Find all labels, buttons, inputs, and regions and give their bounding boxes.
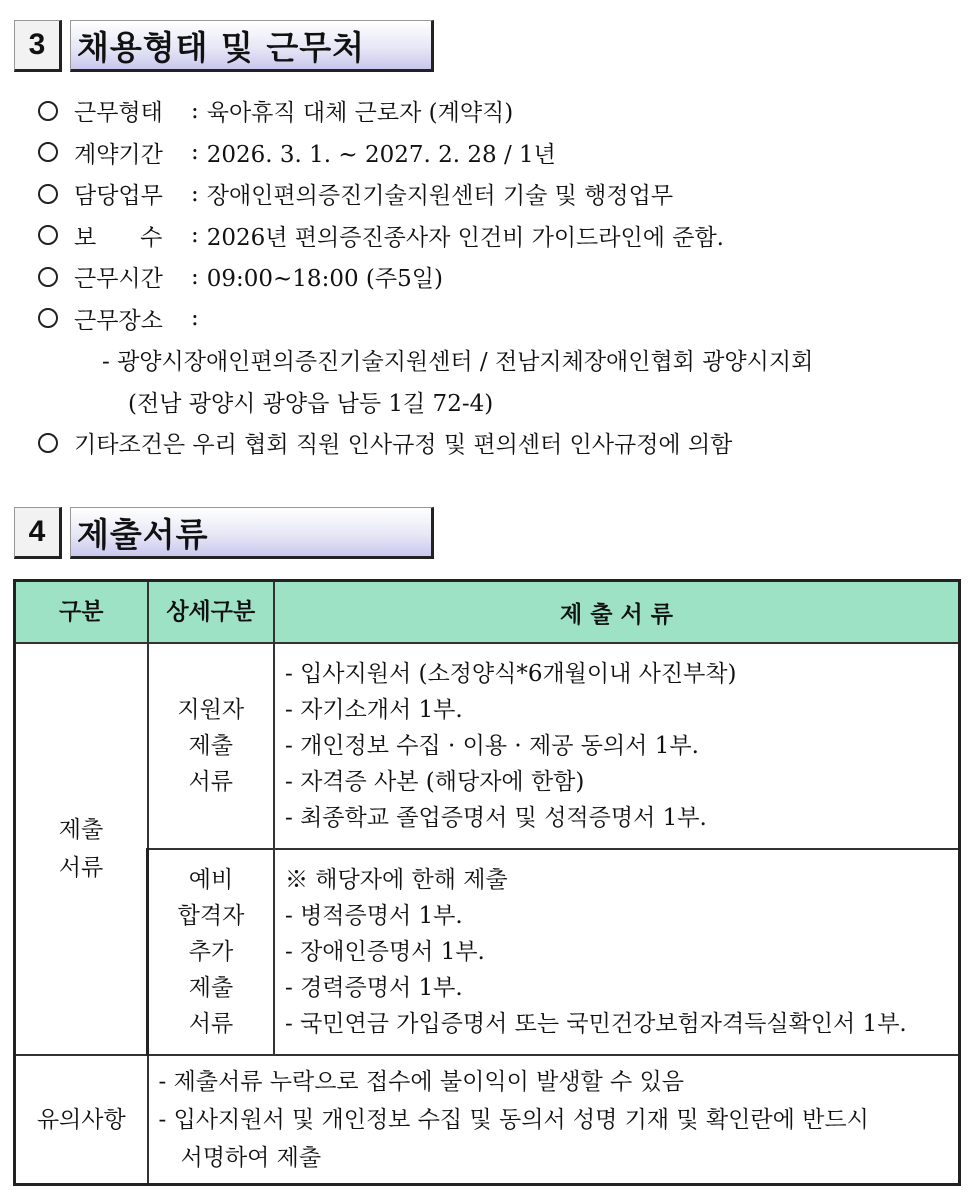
- table-header-row: [15, 581, 960, 644]
- detail-text: 추가: [188, 939, 234, 965]
- list-item: [38, 298, 813, 340]
- detail-cell-finalist: [148, 849, 275, 1055]
- item-separator: :: [191, 180, 199, 207]
- item-label: 근무형태: [74, 100, 163, 127]
- item-separator: :: [191, 263, 199, 290]
- note-item-continued: 서명하여 제출: [180, 1144, 322, 1171]
- item-label: 근무장소: [74, 307, 163, 334]
- list-item: [38, 90, 813, 132]
- notes-label: 유의사항: [15, 1055, 148, 1185]
- notes-cell: [148, 1055, 960, 1185]
- section3-title: 채용형태 및 근무처: [70, 20, 434, 72]
- section4-header: [14, 507, 434, 559]
- note-item: - 입사지원서 및 개인정보 수집 및 동의서 성명 기재 및 확인란에 반드시: [158, 1106, 869, 1133]
- circle-bullet-icon: [38, 101, 58, 121]
- documents-table: [13, 579, 961, 1186]
- item-separator: :: [191, 139, 199, 166]
- item-label: 보 수: [74, 224, 163, 251]
- item-separator: :: [191, 97, 199, 124]
- note-item: - 제출서류 누락으로 접수에 불이익이 발생할 수 있음: [158, 1068, 685, 1095]
- item-value: 장애인편의증진기술지원센터 기술 및 행정업무: [206, 183, 674, 210]
- document-item: - 장애인증명서 1부.: [285, 939, 485, 965]
- circle-bullet-icon: [38, 142, 58, 162]
- documents-cell-finalist: [274, 849, 960, 1055]
- document-item: - 개인정보 수집 · 이용 · 제공 동의서 1부.: [285, 733, 699, 759]
- list-item: [38, 132, 813, 174]
- section4-title: 제출서류: [70, 507, 434, 559]
- category-text: 제출: [58, 817, 104, 843]
- employment-list: [38, 90, 813, 464]
- header-detail: 상세구분: [148, 581, 275, 644]
- item-label: 계약기간: [74, 141, 163, 168]
- circle-bullet-icon: [38, 267, 58, 287]
- document-item: - 국민연금 가입증명서 또는 국민건강보험자격득실확인서 1부.: [285, 1011, 907, 1037]
- section3-number: 3: [14, 20, 62, 72]
- section3-header: [14, 20, 434, 72]
- document-item: - 자격증 사본 (해당자에 한함): [285, 769, 585, 795]
- circle-bullet-icon: [38, 308, 58, 328]
- section4-number: 4: [14, 507, 62, 559]
- category-text: 서류: [58, 855, 104, 881]
- list-item: [38, 422, 813, 464]
- detail-text: 서류: [188, 1011, 234, 1037]
- document-item: - 입사지원서 (소정양식*6개월이내 사진부착): [285, 661, 737, 687]
- workplace-line: - 광양시장애인편의증진기술지원센터 / 전남지체장애인협회 광양시지회: [102, 349, 814, 376]
- document-item: - 경력증명서 1부.: [285, 975, 463, 1001]
- detail-text: 서류: [188, 769, 233, 795]
- item-label: 담당업무: [74, 183, 163, 210]
- document-note: ※ 해당자에 한해 제출: [285, 867, 508, 893]
- category-cell: [15, 643, 148, 1055]
- table-row: [15, 849, 960, 1055]
- detail-text: 합격자: [177, 903, 245, 929]
- detail-text: 예비: [188, 867, 234, 893]
- header-category: 구분: [15, 581, 148, 644]
- detail-text: 제출: [188, 975, 234, 1001]
- workplace-address: (전남 광양시 광양읍 남등 1길 72-4): [128, 390, 494, 417]
- detail-text: 제출: [188, 733, 233, 759]
- item-value: 09:00~18:00 (주5일): [206, 266, 443, 293]
- detail-cell-applicant: [148, 643, 275, 849]
- item-separator: :: [191, 222, 199, 249]
- list-item: [38, 256, 813, 298]
- detail-text: 지원자: [177, 697, 245, 723]
- list-item: [38, 173, 813, 215]
- item-value: 2026년 편의증진종사자 인건비 가이드라인에 준함.: [206, 224, 724, 251]
- item-label: 근무시간: [74, 266, 163, 293]
- item-value: 육아휴직 대체 근로자 (계약직): [206, 100, 514, 127]
- item-value: 2026. 3. 1. ~ 2027. 2. 28 / 1년: [206, 141, 556, 168]
- document-item: - 최종학교 졸업증명서 및 성적증명서 1부.: [285, 805, 707, 831]
- documents-cell-applicant: [274, 643, 960, 849]
- item-separator: :: [191, 305, 199, 332]
- list-item: [38, 215, 813, 257]
- table-row: [15, 1055, 960, 1185]
- circle-bullet-icon: [38, 433, 58, 453]
- table-row: [15, 643, 960, 849]
- circle-bullet-icon: [38, 184, 58, 204]
- header-documents: 제 출 서 류: [274, 581, 960, 644]
- document-item: - 병적증명서 1부.: [285, 903, 463, 929]
- other-conditions: 기타조건은 우리 협회 직원 인사규정 및 편의센터 인사규정에 의함: [74, 432, 733, 459]
- document-item: - 자기소개서 1부.: [285, 697, 463, 723]
- circle-bullet-icon: [38, 225, 58, 245]
